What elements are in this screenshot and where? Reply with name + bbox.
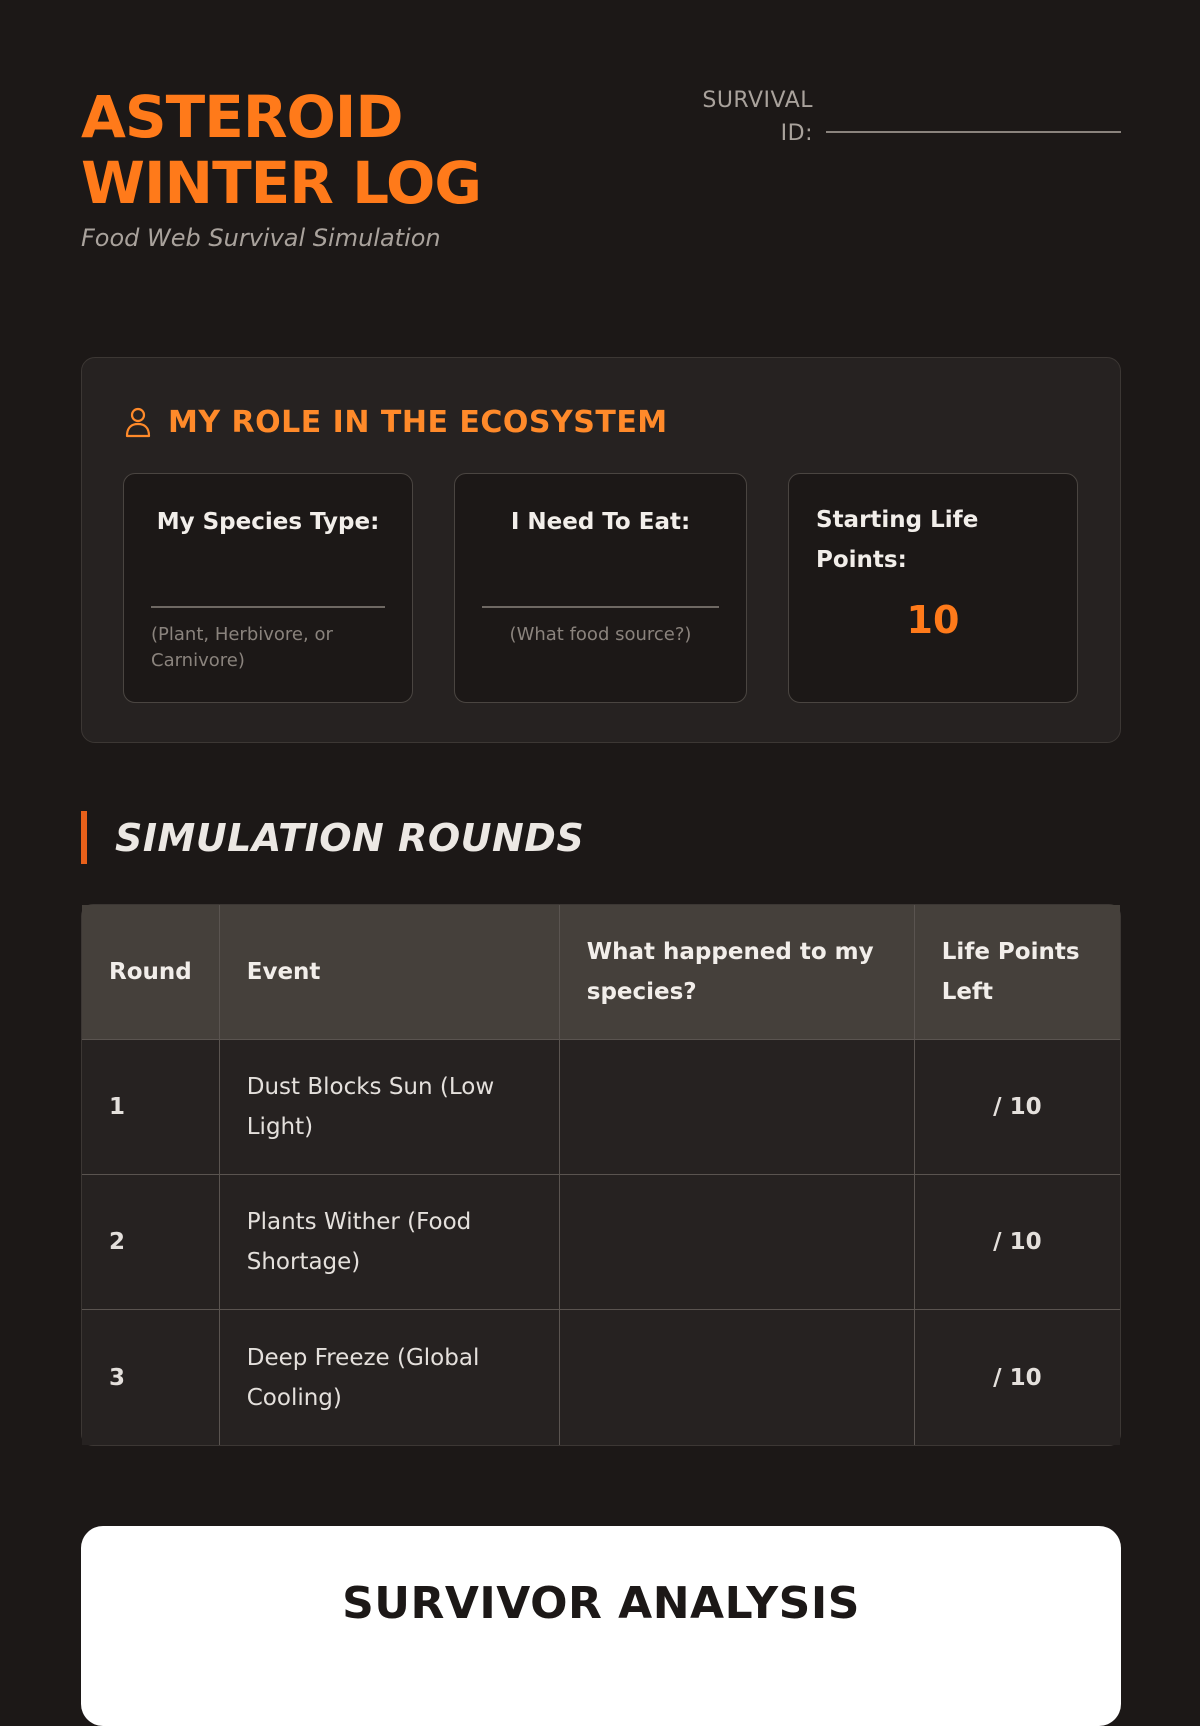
- round-life-points[interactable]: / 10: [915, 1040, 1120, 1175]
- species-type-card: [123, 473, 413, 703]
- round-life-points[interactable]: / 10: [915, 1310, 1120, 1445]
- life-points-label: Starting Life Points:: [816, 507, 979, 573]
- food-source-field[interactable]: [482, 606, 719, 608]
- title-line-1: ASTEROID: [81, 83, 403, 151]
- survival-id-label: [641, 84, 813, 150]
- round-event: Plants Wither (Food Shortage): [220, 1175, 560, 1310]
- food-source-hint: (What food source?): [509, 624, 692, 645]
- rounds-title: SIMULATION ROUNDS: [115, 815, 585, 860]
- survival-label-line-2: ID:: [780, 121, 813, 146]
- heading-accent-bar: [81, 811, 87, 864]
- title-line-2: WINTER LOG: [81, 149, 481, 217]
- species-type-label: My Species Type:: [156, 509, 380, 535]
- column-header-what-happened: What happened to my species?: [560, 905, 915, 1040]
- life-points-card: [788, 473, 1078, 703]
- round-number: 3: [82, 1310, 220, 1445]
- species-type-field[interactable]: [151, 606, 385, 608]
- role-panel: [81, 357, 1121, 743]
- role-heading: [124, 402, 668, 442]
- table-header-row: [82, 905, 1120, 1040]
- survival-id-field[interactable]: [826, 131, 1121, 133]
- rounds-table: [81, 904, 1121, 1446]
- species-type-hint: (Plant, Herbivore, or Carnivore): [151, 624, 333, 671]
- page-subtitle: Food Web Survival Simulation: [81, 224, 441, 252]
- round-outcome-field[interactable]: [560, 1040, 915, 1175]
- table-row: [82, 1175, 1120, 1310]
- column-header-round: Round: [82, 905, 220, 1040]
- user-icon: [124, 406, 152, 438]
- food-source-card: [454, 473, 747, 703]
- table-row: [82, 1040, 1120, 1175]
- worksheet-page: [81, 0, 1121, 1629]
- food-source-label: I Need To Eat:: [510, 509, 691, 535]
- table-row: [82, 1310, 1120, 1445]
- header: [81, 84, 1121, 304]
- survivor-analysis-title: SURVIVOR ANALYSIS: [342, 1578, 860, 1629]
- page-title: [81, 84, 581, 216]
- round-outcome-field[interactable]: [560, 1175, 915, 1310]
- rounds-heading: [81, 810, 584, 865]
- round-outcome-field[interactable]: [560, 1310, 915, 1445]
- round-life-points[interactable]: / 10: [915, 1175, 1120, 1310]
- round-event: Dust Blocks Sun (Low Light): [220, 1040, 560, 1175]
- survival-label-line-1: SURVIVAL: [702, 88, 813, 113]
- survivor-analysis-card: [81, 1526, 1121, 1726]
- round-event: Deep Freeze (Global Cooling): [220, 1310, 560, 1445]
- life-points-value: 10: [906, 598, 960, 642]
- round-number: 2: [82, 1175, 220, 1310]
- column-header-life-points: Life Points Left: [915, 905, 1120, 1040]
- column-header-event: Event: [220, 905, 560, 1040]
- round-number: 1: [82, 1040, 220, 1175]
- role-title: MY ROLE IN THE ECOSYSTEM: [168, 404, 668, 440]
